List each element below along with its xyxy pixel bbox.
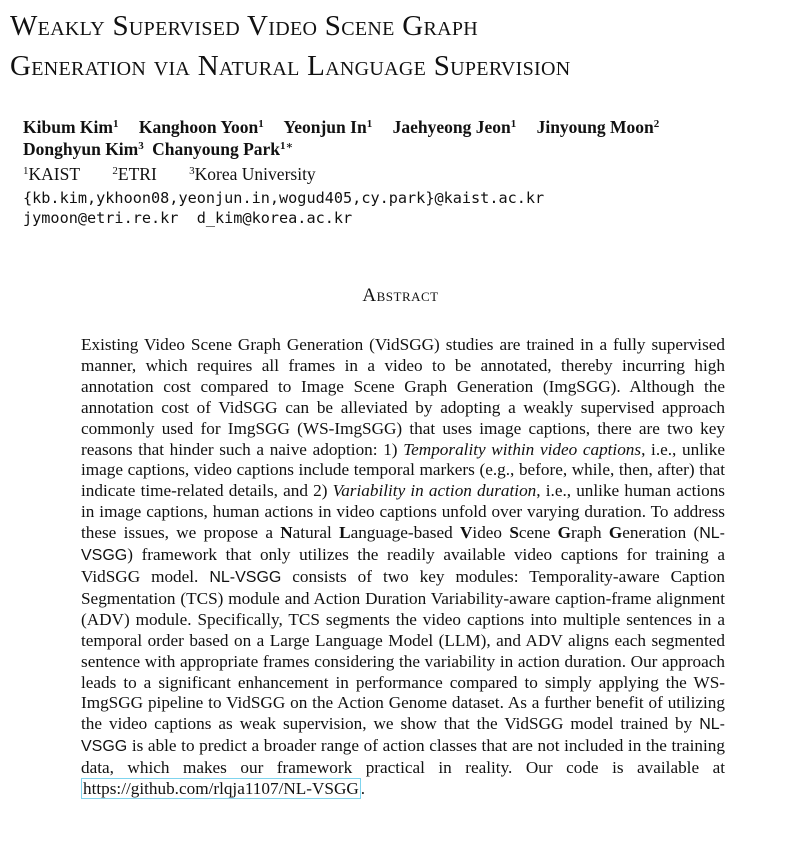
affiliations [23, 163, 793, 185]
code-link[interactable]: https://github.com/rlqja1107/NL-VSGG [83, 779, 359, 799]
author: Kanghoon Yoon$^1$ [138, 117, 264, 137]
title-line-1: Weakly Supervised Video Scene Graph [10, 10, 478, 42]
author: Chanyoung Park$^{1∗}$ [152, 139, 294, 159]
method-name: NL-VSGG [209, 568, 282, 586]
author: Jinyoung Moon$^2$ [536, 117, 660, 137]
email-line-1: {kb.kim,ykhoon08,yeonjun.in,wogud405,cy.park}@kaist.ac.kr [23, 189, 545, 207]
method-name: NL-VSGG [81, 716, 725, 756]
method-name: NL-VSGG [81, 525, 725, 565]
abstract-body: Existing Video Scene Graph Generation (VidSGG) studies are trained in a fully supervised manner, which requires all frames in a video to be annotated, thereby incurring high annotation cost compared to Image Scene Graph Generation (ImgSGG). Although the annotation cost of VidSGG can be alleviated by adopting a weakly supervised approach commonly used for ImgSGG (WS-ImgSGG) that uses image captions, there are two key reasons that hinder such a naive adoption: 1) Temporality within video captions, i.e., unlike image captions, video captions include temporal markers (e.g., before, while, then, after) that indicate time-related details, and 2) Variability in action duration, i.e., unlike human actions in image captions, human actions in video captions unfold over varying duration. To address these issues, we propose a Natural Language-based Video Scene Graph Generation (NL-VSGG) framework that only utilizes the readily available video captions for training a VidSGG model. NL-VSGG consists of two key modules: Temporality-aware Caption Segmentation (TCS) module and Action Duration Variability-aware caption-frame alignment (ADV) module. Specifically, TCS segments the video captions into multiple sentences in a temporal order based on a Large Language Model (LLM), and ADV aligns each segmented sentence with appropriate frames considering the variability in action duration. Our approach leads to a significant enhancement in performance compared to simply applying the WS-ImgSGG pipeline to VidSGG on the Action Genome dataset. As a further benefit of utilizing the video captions as weak supervision, we show that the VidSGG model trained by NL-VSGG is able to predict a broader range of action classes that are not included in the training data, which makes our framework practical in reality. Our code is available at https://github.com/rlqja1107/NL-VSGG . [81, 335, 726, 799]
affiliation: $^3$Korea University [189, 164, 316, 184]
affiliation: $^1$KAIST [23, 164, 81, 184]
author-list [23, 116, 793, 160]
author: Jaehyeong Jeon$^1$ [392, 117, 517, 137]
paper-title [10, 6, 800, 86]
author: Kibum Kim$^1$ [23, 117, 119, 137]
email-line-2: jymoon@etri.re.kr d_kim@korea.ac.kr [23, 209, 353, 227]
author: Yeonjun In$^1$ [283, 117, 373, 137]
author: Donghyun Kim$^3$ [23, 139, 144, 159]
affiliation: $^2$ETRI [112, 164, 157, 184]
title-line-2: Generation via Natural Language Supervision [10, 50, 571, 82]
abstract-heading: Abstract [362, 285, 439, 306]
